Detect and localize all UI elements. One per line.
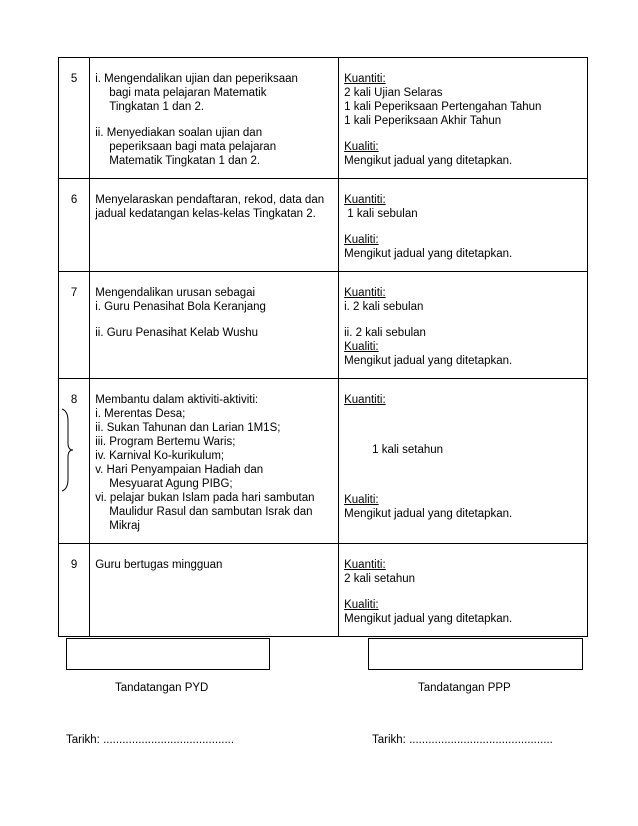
table-row <box>59 379 588 544</box>
kualiti-label: Kualiti: <box>344 341 379 353</box>
desc-line: bagi mata pelajaran Matematik <box>109 87 267 99</box>
kuantiti-label: Kuantiti: <box>344 287 386 299</box>
kualiti-label: Kualiti: <box>344 141 379 153</box>
desc-line: Mesyuarat Agung PIBG; <box>109 478 233 490</box>
desc-line: iii. Program Bertemu Waris; <box>95 436 236 448</box>
kualiti-text: Mengikut jadual yang ditetapkan. <box>344 355 513 367</box>
kuantiti-line: 2 kali setahun <box>344 573 416 585</box>
desc-line: i. Mengendalikan ujian dan peperiksaan <box>95 73 298 85</box>
table-row <box>59 179 588 272</box>
table-row <box>59 544 588 637</box>
kualiti-text: Mengikut jadual yang ditetapkan. <box>344 248 513 260</box>
kualiti-text: Mengikut jadual yang ditetapkan. <box>344 155 513 167</box>
table-row <box>59 58 588 179</box>
task-table <box>58 57 588 637</box>
desc-line: Guru bertugas mingguan <box>95 559 223 571</box>
desc-line: Menyelaraskan pendaftaran, rekod, data dan <box>95 194 325 206</box>
kuantiti-label: Kuantiti: <box>344 73 386 85</box>
desc-line: i. Guru Penasihat Bola Keranjang <box>95 301 266 313</box>
kualiti-label: Kualiti: <box>344 494 379 506</box>
desc-line: i. Merentas Desa; <box>95 408 186 420</box>
task-description <box>90 58 339 179</box>
kuantiti-line: 1 kali Peperiksaan Pertengahan Tahun <box>344 101 542 113</box>
task-description <box>90 179 339 272</box>
signature-box-ppp <box>368 638 583 670</box>
signature-label-pyd: Tandatangan PYD <box>115 682 209 694</box>
quantity-quality-cell <box>339 58 588 179</box>
row-number: 8 <box>59 379 90 544</box>
kuantiti-line: 1 kali setahun <box>372 444 444 456</box>
kuantiti-line: i. 2 kali sebulan <box>344 301 424 313</box>
desc-line: ii. Guru Penasihat Kelab Wushu <box>95 327 259 339</box>
kuantiti-label: Kuantiti: <box>344 559 386 571</box>
desc-line: vi. pelajar bukan Islam pada hari sambutan <box>95 492 315 504</box>
quantity-quality-cell <box>339 179 588 272</box>
kuantiti-line: 1 kali Peperiksaan Akhir Tahun <box>344 115 502 127</box>
date-line-pyd: Tarikh: ......................................... <box>66 734 235 746</box>
signature-box-pyd <box>66 638 270 670</box>
kualiti-label: Kualiti: <box>344 234 379 246</box>
desc-line: Maulidur Rasul dan sambutan Israk dan <box>109 506 313 518</box>
curly-brace-icon <box>60 407 74 493</box>
desc-line: ii. Sukan Tahunan dan Larian 1M1S; <box>95 422 281 434</box>
task-description <box>90 379 339 544</box>
quantity-quality-cell <box>339 272 588 379</box>
row-number: 5 <box>59 58 90 179</box>
kualiti-text: Mengikut jadual yang ditetapkan. <box>344 613 513 625</box>
desc-line: Mikraj <box>109 520 140 532</box>
kualiti-label: Kualiti: <box>344 599 379 611</box>
row-number: 6 <box>59 179 90 272</box>
signature-label-ppp: Tandatangan PPP <box>418 682 511 694</box>
row-number: 9 <box>59 544 90 637</box>
kuantiti-line: ii. 2 kali sebulan <box>344 327 426 339</box>
kuantiti-label: Kuantiti: <box>344 194 386 206</box>
date-line-ppp: Tarikh: ............................................. <box>372 734 553 746</box>
kuantiti-label: Kuantiti: <box>344 394 386 406</box>
row-number: 7 <box>59 272 90 379</box>
desc-line: jadual kedatangan kelas-kelas Tingkatan 2. <box>95 208 316 220</box>
desc-line: Mengendalikan urusan sebagai <box>95 287 256 299</box>
quantity-quality-cell <box>339 379 588 544</box>
task-description <box>90 272 339 379</box>
desc-line: Tingkatan 1 dan 2. <box>109 101 205 113</box>
kuantiti-line: 2 kali Ujian Selaras <box>344 87 443 99</box>
quantity-quality-cell <box>339 544 588 637</box>
table-row <box>59 272 588 379</box>
kuantiti-line: 1 kali sebulan <box>344 208 418 220</box>
kualiti-text: Mengikut jadual yang ditetapkan. <box>344 508 513 520</box>
desc-line: ii. Menyediakan soalan ujian dan <box>95 127 263 139</box>
desc-line: Matematik Tingkatan 1 dan 2. <box>109 155 261 167</box>
desc-line: peperiksaan bagi mata pelajaran <box>109 141 277 153</box>
desc-line: Membantu dalam aktiviti-aktiviti: <box>95 394 259 406</box>
desc-line: v. Hari Penyampaian Hadiah dan <box>95 464 264 476</box>
desc-line: iv. Karnival Ko-kurikulum; <box>95 450 225 462</box>
task-description <box>90 544 339 637</box>
